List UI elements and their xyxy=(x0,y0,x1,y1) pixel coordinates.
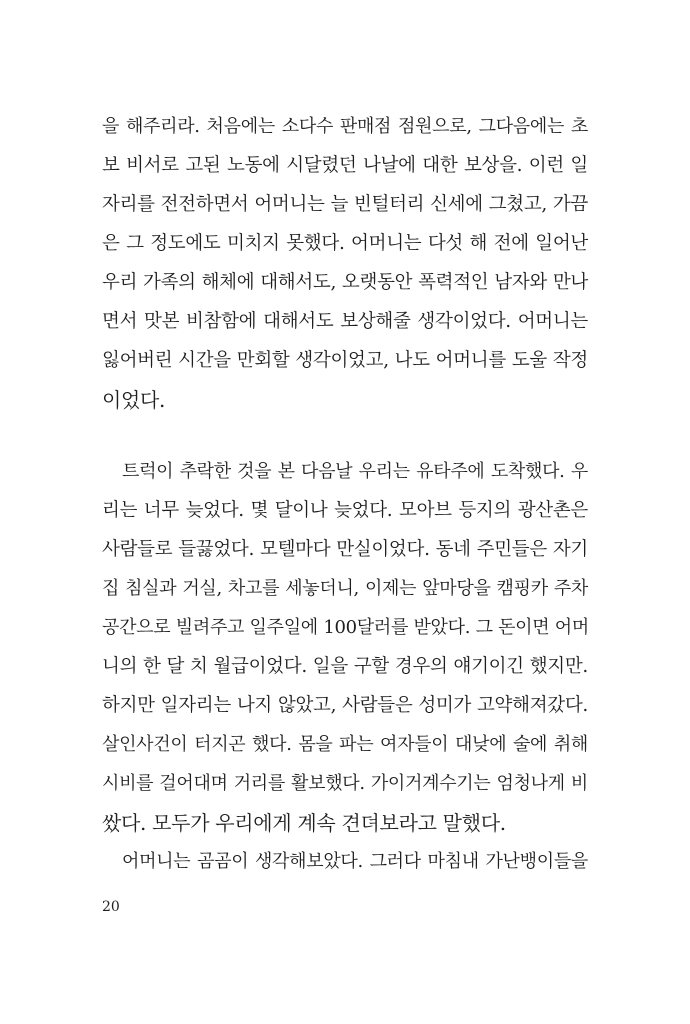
page-number: 20 xyxy=(102,899,120,915)
paragraph-2-line: 하지만 일자리는 나지 않았고, 사람들은 성미가 고약해져갔다. xyxy=(102,695,588,716)
paragraph-2-line: 트럭이 추락한 것을 본 다음날 우리는 유타주에 도착했다. 우 xyxy=(122,461,588,482)
paragraph-1-line: 자리를 전전하면서 어머니는 늘 빈털터리 신세에 그쳤고, 가끔 xyxy=(102,194,588,215)
paragraph-2-line: 니의 한 달 치 월급이었다. 일을 구할 경우의 얘기이긴 했지만. xyxy=(102,656,588,677)
paragraph-2-line: 집 침실과 거실, 차고를 세놓더니, 이제는 앞마당을 캠핑카 주차 xyxy=(102,578,588,599)
paragraph-2-line: 리는 너무 늦었다. 몇 달이나 늦었다. 모아브 등지의 광산촌은 xyxy=(102,500,588,521)
paragraph-2-line: 사람들로 들끓었다. 모텔마다 만실이었다. 동네 주민들은 자기 xyxy=(102,539,588,560)
paragraph-1-line: 이었다. xyxy=(102,388,166,412)
paragraph-1-line: 을 해주리라. 처음에는 소다수 판매점 점원으로, 그다음에는 초 xyxy=(102,116,588,137)
paragraph-2-line: 공간으로 빌려주고 일주일에 100달러를 받았다. 그 돈이면 어머 xyxy=(102,617,589,638)
paragraph-1-line: 보 비서로 고된 노동에 시달렸던 나날에 대한 보상을. 이런 일 xyxy=(102,155,588,176)
paragraph-2-line: 살인사건이 터지곤 했다. 몸을 파는 여자들이 대낮에 술에 취해 xyxy=(102,734,588,755)
paragraph-2-line: 시비를 걸어대며 거리를 활보했다. 가이거계수기는 엄청나게 비 xyxy=(102,773,588,794)
paragraph-1-line: 우리 가족의 해체에 대해서도, 오랫동안 폭력적인 남자와 만나 xyxy=(102,272,588,293)
paragraph-2-line: 쌌다. 모두가 우리에게 계속 견뎌보라고 말했다. xyxy=(102,811,506,835)
paragraph-1-line: 잃어버린 시간을 만회할 생각이었고, 나도 어머니를 도울 작정 xyxy=(102,350,588,371)
paragraph-3-line: 어머니는 곰곰이 생각해보았다. 그러다 마침내 가난뱅이들을 xyxy=(122,851,588,872)
paragraph-1-line: 면서 맛본 비참함에 대해서도 보상해줄 생각이었다. 어머니는 xyxy=(102,311,588,332)
paragraph-1-line: 은 그 정도에도 미치지 못했다. 어머니는 다섯 해 전에 일어난 xyxy=(102,233,588,254)
